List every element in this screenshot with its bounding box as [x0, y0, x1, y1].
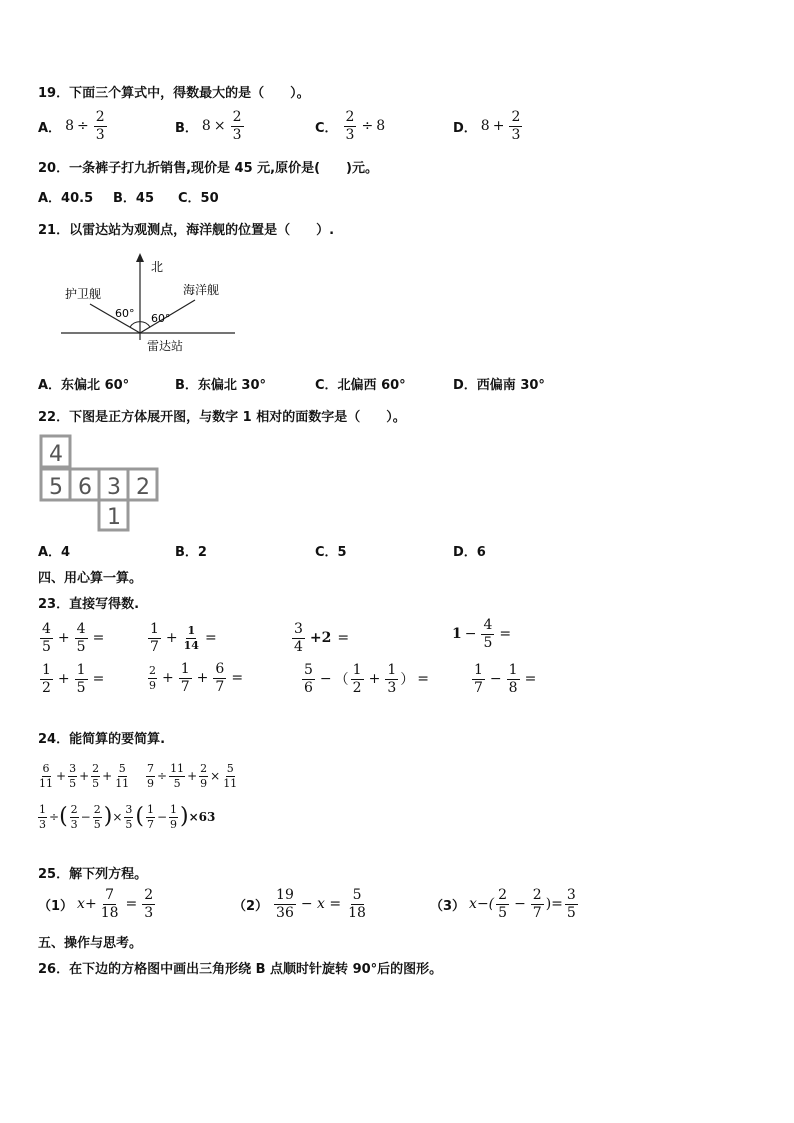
q22-option-d[interactable]: D．6 — [453, 545, 486, 560]
q24-expression-2: $\frac{7}{9}$ ÷ $\frac{11}{5}$ + $\frac{2}{9}$ × $\frac{5}{11}$ — [147, 762, 238, 790]
net-number-bottom: 1 — [107, 505, 121, 530]
right-ship-label: 海洋舰 — [183, 283, 220, 297]
station-label: 雷达站 — [147, 339, 184, 353]
q22-option-b[interactable]: B．2 — [175, 545, 207, 560]
left-angle-label: 60° — [115, 307, 135, 320]
q23-stem: 23．直接写得数. — [38, 597, 140, 612]
q20-option-a[interactable]: A．40.5 — [38, 191, 94, 206]
net-number-top: 4 — [49, 442, 63, 467]
q22-option-a[interactable]: A．4 — [38, 545, 71, 560]
section-4-heading: 四、用心算一算。 — [38, 571, 143, 586]
q22-stem: 22．下图是正方体展开图，与数字 1 相对的面数字是（ ）。 — [38, 410, 406, 425]
q24-stem: 24．能简算的要简算. — [38, 732, 166, 747]
q26-stem: 26．在下边的方格图中画出三角形绕 B 点顺时针旋转 90°后的图形。 — [38, 962, 443, 977]
q23-item-7: 5 6 − （ 1 2 + $\frac{1}{3}$ ） = — [304, 662, 429, 696]
q23-item-6: 2 9 + $\frac{1}{7}$ + $\frac{6}{7}$ = — [149, 660, 244, 695]
q23-item-8: 1 7 − $\frac{1}{8}$ = — [474, 662, 537, 696]
q25-equation-3: （3） x−( 2 5 − $\frac{2}{7}$ )= $\frac{3}{5}$ — [430, 887, 576, 921]
section-5-heading: 五、操作与思考。 — [38, 936, 143, 951]
q21-option-c[interactable]: C．北偏西 60° — [315, 378, 406, 393]
q21-option-a[interactable]: A．东偏北 60° — [38, 378, 130, 393]
net-number-2: 6 — [78, 475, 92, 500]
q24-expression-1: 6 11 + $\frac{3}{5}$ + $\frac{2}{5}$ + $\frac{5}{11}$ — [39, 762, 130, 790]
q23-item-4: 1 − $\frac{4}{5}$ = — [452, 617, 512, 651]
q21-direction-diagram — [55, 250, 245, 358]
q23-item-1: 4 5 + $\frac{4}{5}$ = — [42, 621, 105, 655]
north-label: 北 — [151, 260, 164, 274]
q20-stem: 20．一条裤子打九折销售,现价是 45 元,原价是( )元。 — [38, 161, 378, 176]
q19-stem: 19．下面三个算式中，得数最大的是（ ）。 — [38, 86, 310, 101]
q23-item-2: 1 7 + $\frac{1}{14}$ = — [150, 621, 217, 655]
q25-equation-2: （2） 19 36 − x = $\frac{5}{18}$ — [233, 887, 366, 921]
q23-item-3: 3 4 +2 = — [294, 621, 350, 655]
q25-stem: 25．解下列方程。 — [38, 867, 148, 882]
north-arrow-icon — [136, 253, 144, 262]
q21-option-b[interactable]: B．东偏北 30° — [175, 378, 267, 393]
q22-cube-net — [38, 434, 163, 532]
q19-option-d[interactable]: D． 8 + $\frac{2}{3}$ — [453, 109, 521, 143]
q21-stem: 21．以雷达站为观测点，海洋舰的位置是（ ）. — [38, 223, 335, 238]
q19-option-b[interactable]: B． 8 × $\frac{2}{3}$ — [175, 109, 242, 143]
q25-equation-1: （1） x+ $\frac{7}{18}$ = $\frac{2}{3}$ — [38, 887, 154, 921]
net-number-4: 2 — [136, 475, 150, 500]
q24-expression-3: $\frac{1}{3}$ ÷ ( 2 3 − $\frac{2}{5}$ ) × $\frac{3}{5}$ ( 1 7 − $\frac{1}{9}$ ) ×63 — [39, 803, 216, 831]
net-number-1: 5 — [49, 475, 63, 500]
q19-option-c[interactable]: C． $\frac{2}{3}$ ÷ 8 — [315, 109, 386, 143]
net-number-3: 3 — [107, 475, 121, 500]
q23-item-5: 1 2 + $\frac{1}{5}$ = — [42, 662, 105, 696]
q20-option-c[interactable]: C．50 — [178, 191, 219, 206]
q22-option-c[interactable]: C．5 — [315, 545, 347, 560]
q19-option-a[interactable]: A． 8 ÷ $\frac{2}{3}$ — [38, 109, 105, 143]
right-angle-label: 60° — [151, 312, 171, 325]
q21-option-d[interactable]: D．西偏南 30° — [453, 378, 545, 393]
left-ship-label: 护卫舰 — [65, 287, 102, 301]
q20-option-b[interactable]: B．45 — [113, 191, 154, 206]
